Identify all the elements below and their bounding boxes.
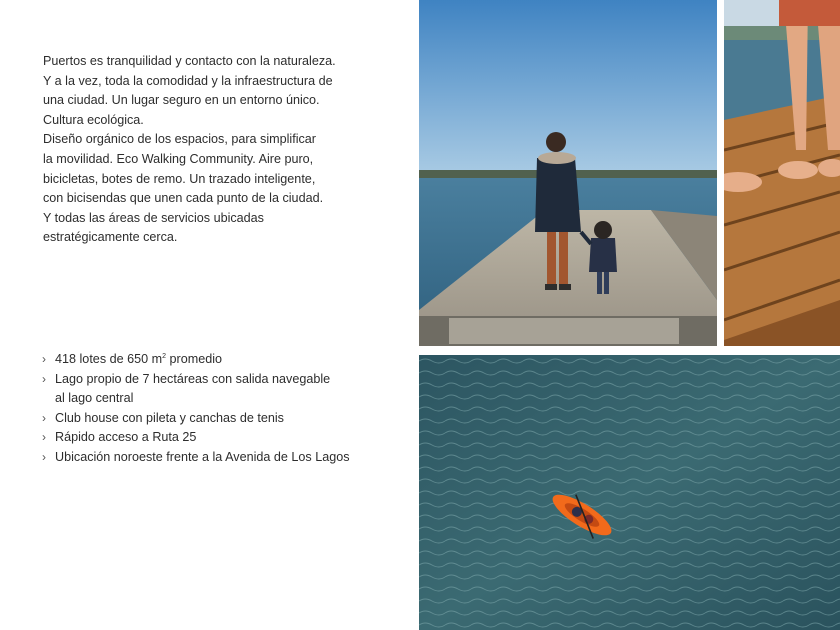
dock-feet-photo bbox=[724, 0, 840, 346]
intro-line: Puertos es tranquilidad y contacto con la naturaleza. bbox=[43, 54, 336, 68]
intro-paragraph bbox=[43, 52, 388, 248]
feature-text: Rápido acceso a Ruta 25 bbox=[55, 430, 197, 445]
feature-text-continuation: al lago central bbox=[55, 391, 134, 406]
intro-line: la movilidad. Eco Walking Community. Aire puro, bbox=[43, 151, 314, 166]
chevron-right-icon: › bbox=[42, 430, 46, 445]
intro-line: Cultura ecológica. bbox=[43, 112, 144, 127]
chevron-right-icon: › bbox=[42, 410, 46, 425]
feature-text: Club house con pileta y canchas de tenis bbox=[55, 410, 284, 425]
intro-line: Y a la vez, toda la comodidad y la infraestructura de bbox=[43, 73, 333, 88]
superscript: 2 bbox=[162, 352, 167, 360]
pier-photo bbox=[419, 0, 717, 346]
feature-item bbox=[42, 350, 402, 370]
feature-text: promedio bbox=[166, 352, 223, 366]
chevron-right-icon: › bbox=[42, 371, 46, 386]
intro-line: una ciudad. Un lugar seguro en un entorno único. bbox=[43, 93, 320, 108]
intro-line: con bicisendas que unen cada punto de la ciudad. bbox=[43, 191, 324, 206]
chevron-right-icon: › bbox=[42, 352, 46, 366]
kayak-aerial-photo bbox=[419, 355, 840, 630]
pier-photo-illustration bbox=[419, 0, 717, 346]
feature-item bbox=[42, 448, 402, 468]
intro-line: estratégicamente cerca. bbox=[43, 230, 178, 245]
dock-feet-photo-illustration bbox=[724, 0, 840, 346]
features-list bbox=[42, 350, 402, 468]
intro-line: bicicletas, botes de remo. Un trazado inteligente, bbox=[43, 171, 316, 186]
chevron-right-icon: › bbox=[42, 449, 46, 464]
feature-item bbox=[42, 370, 402, 409]
intro-line: Y todas las áreas de servicios ubicadas bbox=[43, 210, 264, 225]
feature-item bbox=[42, 409, 402, 429]
kayak-aerial-photo-illustration bbox=[419, 355, 840, 630]
feature-text: Ubicación noroeste frente a la Avenida de Los Lagos bbox=[55, 449, 350, 464]
intro-line: Diseño orgánico de los espacios, para simplificar bbox=[43, 132, 316, 147]
feature-text: Lago propio de 7 hectáreas con salida navegable bbox=[55, 371, 331, 386]
feature-item bbox=[42, 428, 402, 448]
feature-text: 418 lotes de 650 m bbox=[55, 352, 163, 366]
